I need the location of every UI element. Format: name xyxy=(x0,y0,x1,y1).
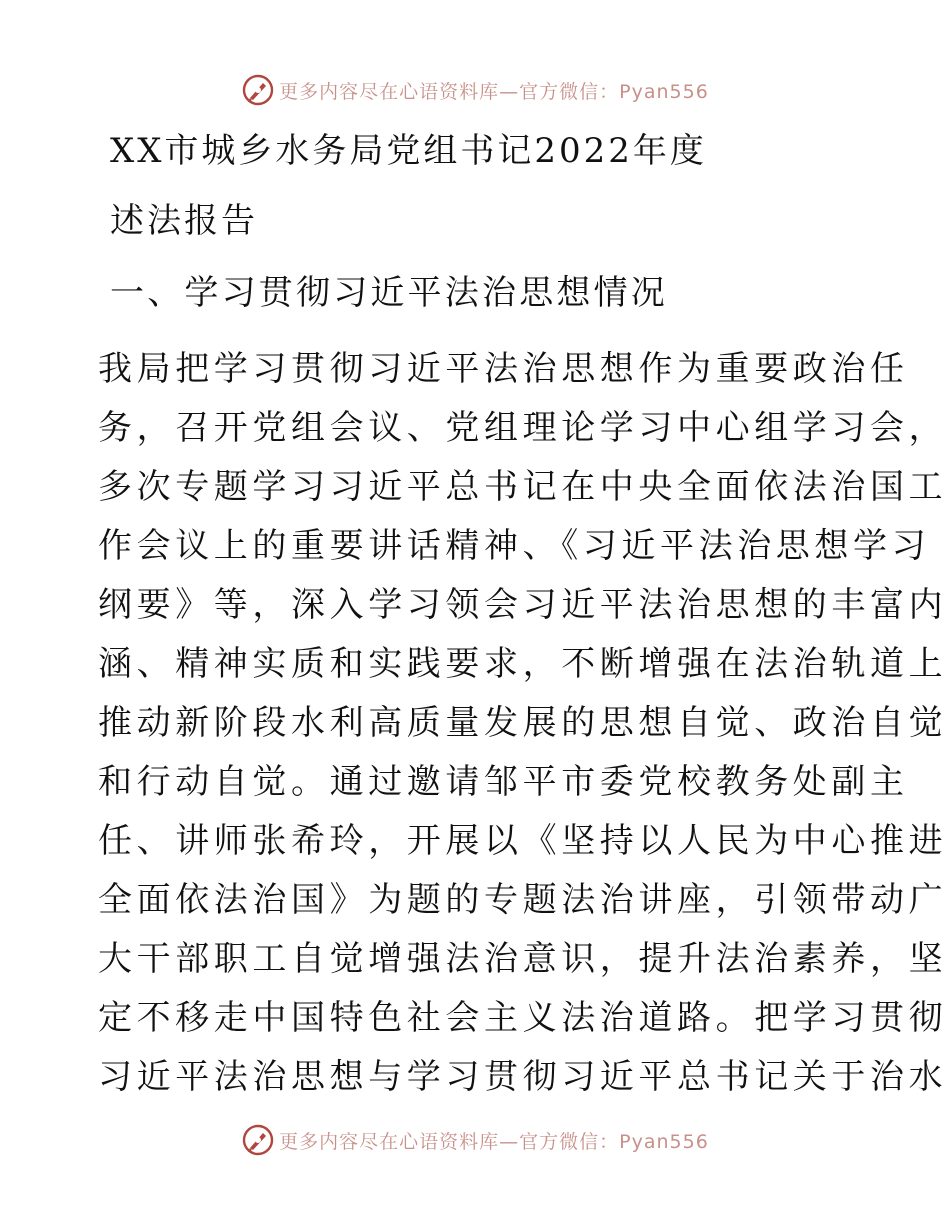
paragraph-line: 和行动自觉。通过邀请邹平市委党校教务处副主 xyxy=(98,762,909,802)
document-subtitle: 述法报告 xyxy=(110,201,258,241)
paragraph-line: 作会议上的重要讲话精神、《习近平法治思想学习 xyxy=(98,526,931,566)
watermark-footer xyxy=(0,1118,950,1162)
paragraph-line: 习近平法治思想与学习贯彻习近平总书记关于治水 xyxy=(98,1057,948,1097)
paragraph-line: 任、讲师张希玲，开展以《坚持以人民为中心推进 xyxy=(98,821,948,861)
paragraph-line: 推动新阶段水利高质量发展的思想自觉、政治自觉 xyxy=(98,703,948,743)
paragraph-line: 大干部职工自觉增强法治意识，提升法治素养，坚 xyxy=(98,939,948,979)
paragraph-line: 定不移走中国特色社会主义法治道路。把学习贯彻 xyxy=(98,998,948,1038)
watermark-text: 更多内容尽在心语资料库—官方微信：Pyan556 xyxy=(279,1130,709,1153)
paragraph-line: 全面依法治国》为题的专题法治讲座，引领带动广 xyxy=(98,880,948,920)
document-title: XX市城乡水务局党组书记2022年度 xyxy=(110,131,707,171)
watermark-text: 更多内容尽在心语资料库—官方微信：Pyan556 xyxy=(279,80,709,103)
paragraph-line: 务，召开党组会议、党组理论学习中心组学习会， xyxy=(98,408,948,448)
quill-pen-logo-icon xyxy=(241,73,275,107)
paragraph-line: 纲要》等，深入学习领会习近平法治思想的丰富内 xyxy=(98,585,948,625)
quill-pen-logo-icon xyxy=(241,1123,275,1157)
paragraph-line: 我局把学习贯彻习近平法治思想作为重要政治任 xyxy=(98,349,909,389)
section-heading: 一、学习贯彻习近平法治思想情况 xyxy=(110,273,668,313)
paragraph-line: 多次专题学习习近平总书记在中央全面依法治国工 xyxy=(98,467,948,507)
watermark-header xyxy=(0,68,950,112)
paragraph-line: 涵、精神实质和实践要求，不断增强在法治轨道上 xyxy=(98,644,948,684)
